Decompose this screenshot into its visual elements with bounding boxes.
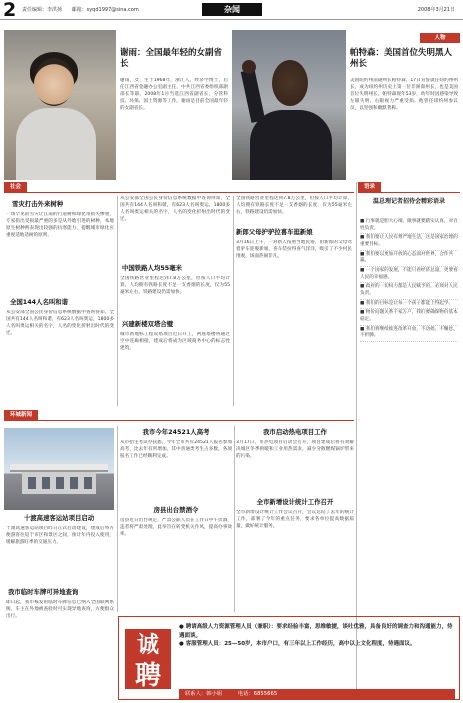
feature-left-body: 谢雨，女，生于1968年，浙江人，经济学博士，后任江西省金融办公室副主任，中共江西省委组织部副部长等职。2008年1月当选江西省副省长，分管科技、环保、国土资源等工作。谢雨是目前全国最年轻的女副省长。 (120, 78, 228, 111)
article-headline: 兴建新楼双塔合璧 (122, 320, 174, 328)
article-headline: 全市新增设计统计工作召开 (256, 498, 334, 506)
article-body: 一场罕见的雪灾让江南的行道树和绿化带损失惨重，专家指出受损最严重的多是从外地引进的树种，本地原生树种则表现出较强的抗寒能力，提醒城市绿化应重视适地适树的原则。 (6, 212, 114, 238)
quote-item: ■ 我们要让人民有尊严地生活，这是国家治理的重要目标。 (360, 234, 458, 250)
ad-line: ● 客服管理人员：25—50岁，本市户口，有三年以上工作经历，高中以上文化程度，待遇面议。 (179, 641, 416, 648)
article-body: 十渡高速客运站项目昨日正式启动建设，建成后将方便游客往返于市区和景区之间，预计年内投入使用，缓解旅游旺季的交通压力。 (6, 526, 114, 545)
ad-body (179, 623, 455, 649)
ad-title-block (125, 629, 171, 689)
people-tag: 人物 (420, 33, 460, 43)
section-name: 杂闻 (202, 3, 262, 16)
xie-yu-photo (4, 30, 116, 180)
bus-station-photo (4, 428, 114, 510)
feature-left-headline: 谢雨：全国最年轻的女副省长 (120, 48, 223, 70)
editor-credit: 责任编辑：李洪扬 (22, 7, 63, 13)
article-headline: 房县出台禁酒令 (153, 506, 199, 514)
article-headline: 我市今年24521人高考 (142, 428, 210, 436)
article-headline: 全国144人名叫和谐 (10, 298, 69, 306)
ad-line: ● 聘请高级人力资源管理人员（兼职）：要求经验丰富，思维敏捷，谈吐优雅，具备良好的调查力和沟通能力，待遇面谈。 (179, 624, 453, 639)
feature-right-headline: 帕特森：美国首位失明黑人州长 (350, 48, 453, 70)
article-headline: 中国铁路人均55毫米 (122, 264, 183, 272)
article-body: 3月16日上午，一对新人按照当地民俗，由新郎的父母驾着驴车迎娶新娘，喜车装扮得喜气洋洋，吸引了不少村民围观，场面热闹非凡。 (236, 240, 352, 259)
paterson-photo (232, 30, 346, 180)
article-headline: 我市临时车牌可异地查询 (8, 588, 79, 596)
masthead (0, 0, 463, 20)
article-headline: 雪灾打击外来树种 (12, 200, 64, 208)
article-body: 从公安部全国公民身份信息系统数据中查询得知，全国共有144人名叫和谐，有623人名叫奥运，1800多人名叫奥运相关的名字，人名的变化折射出时代的变迁。 (120, 196, 230, 222)
quote-item: ■ 行事就是胆大心细，做事就要踏实认真，对百姓负责。 (360, 218, 458, 234)
quote-item: ■ 一个国家的发展，不能只看经济总量，更要看人民的幸福感。 (360, 267, 458, 283)
article-headline: 十渡高速客运站项目启动 (23, 514, 95, 522)
article-body: 全国铁路营业里程达到7.8万公里，但按人口平均计算，人均拥有铁路长度不足一支香烟的长度，仅为55毫米左右，铁路建设仍需加快。 (120, 276, 230, 295)
quote-item: ■ 我们要以更加开放的心态面对世界，合作共赢。 (360, 251, 458, 267)
feature-right-body: 美国纽约州前副州长帕特森，17日宣誓就任纽约州州长，成为纽约州历史上第一位非洲裔州长，也是美国首位失明州长。帕特森现年53岁，幼年时因感染导致左眼失明、右眼视力严重受损。他曾任纽约州参议员，以坚强和幽默著称。 (350, 78, 458, 111)
article-headline: 我市启动热电项目工作 (263, 428, 327, 436)
section-label-env: 环城新闻 (4, 410, 38, 420)
quotes-list (360, 218, 458, 342)
ad-contact: 联系人：韩小姐 (185, 691, 223, 697)
section-label-social: 社会 (4, 182, 27, 192)
quote-item: ■ 我们的目标是让每一个孩子都能上得起学。 (360, 300, 458, 310)
editor-email: 邮箱：syqd1997@sina.com (71, 7, 139, 13)
article-body: 从公安部全国公民身份信息系统数据中查询得知，全国共有144人名叫和谐，有623人名叫奥运，1800多人名叫奥运相关的名字，人名的变化折射出时代的变迁。 (6, 310, 114, 336)
quote-item: ■ 政府的一切权力都是人民赋予的，必须对人民负责。 (360, 283, 458, 299)
quote-item: ■ 我们将继续推进改革开放，不动摇、不懈怠、不折腾。 (360, 326, 458, 342)
article-body: 房县近日出台规定，严禁公职人员在工作日中午饮酒，违者将严肃处理，此举旨在转变机关作风，提高办事效率。 (120, 518, 232, 537)
recruitment-ad (118, 616, 460, 700)
ad-phone: 电话：6855665 (237, 691, 278, 697)
page-number: 2 (3, 0, 17, 21)
article-body: 3月17日，市热电项目启动会召开，项目建成后将有效解决城区冬季供暖和工业用热需求，减少分散燃煤锅炉带来的污染。 (236, 440, 354, 459)
section-bar-env (4, 410, 354, 421)
ad-char-pin: 聘 (134, 661, 161, 691)
article-body: 即日起，我市核发的临时车牌信息已纳入全国联网系统，车主在外地被查验时可实现异地查询，方便群众出行。 (6, 600, 114, 619)
section-bar-quotes (358, 182, 460, 193)
article-body: 全市新增设计统计工作会议召开，会议总结了去年的统计工作，部署了今年的重点任务，要求各单位提高数据质量，做好统计服务。 (236, 510, 354, 529)
masthead-meta (22, 7, 147, 14)
issue-date: 2008年3月21日 (417, 7, 455, 13)
section-bar-social (4, 182, 354, 193)
ad-contact-bar (179, 689, 455, 699)
article-body: 全国铁路营业里程达到7.8万公里，但按人口平均计算，人均拥有铁路长度不足一支香烟的长度，仅为55毫米左右，铁路建设仍需加快。 (236, 196, 352, 215)
section-label-quotes: 语录 (358, 182, 381, 192)
quotes-title: 温总理记者招待会精彩语录 (372, 198, 445, 205)
article-headline: 新郎父母护驴拉喜车逛新娘 (236, 228, 313, 236)
ad-char-cheng: 诚 (136, 633, 159, 658)
quote-item: ■ 物价问题关系千家万户，我们要确保物价基本稳定。 (360, 309, 458, 325)
article-body: 从市招生考试办获悉，今年全市共有24521人报名参加高考，比去年有所增加，其中普通类考生占多数，各项报名工作已经顺利完成。 (120, 440, 232, 459)
article-body: 城市新地标工程双塔项目近日开工，两座塔楼将通过空中连廊相接，建成后将成为区域商务中心的标志性建筑。 (120, 332, 230, 351)
